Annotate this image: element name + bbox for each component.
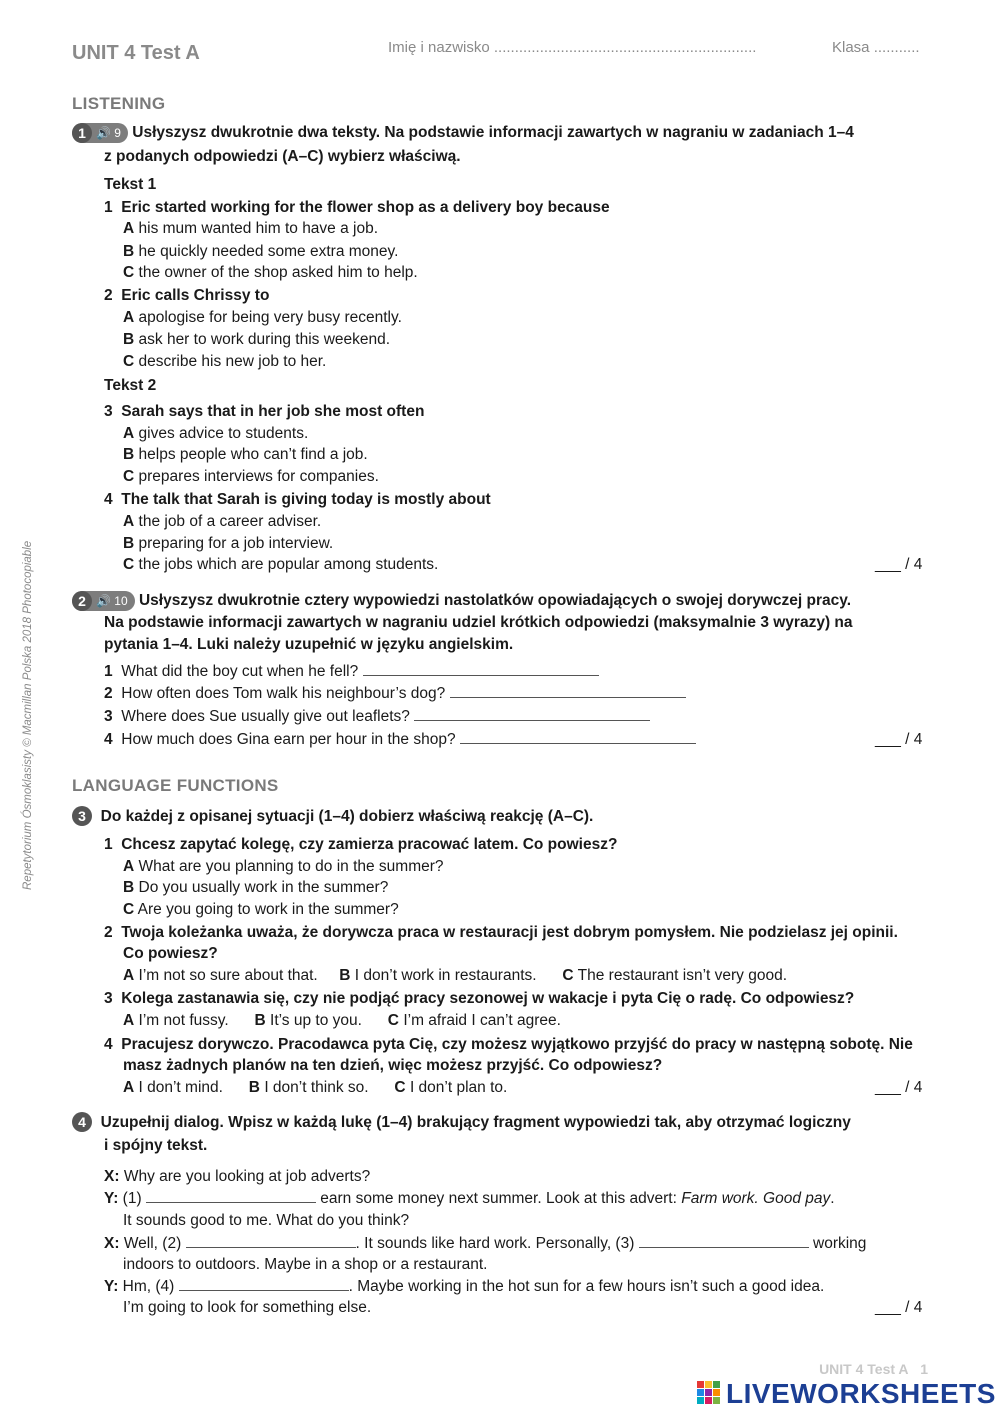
name-field: Imię i nazwisko ............................................................... — [388, 39, 757, 56]
liveworksheets-logo[interactable]: LIVEWORKSHEETS — [726, 1378, 996, 1409]
task2-q3: 3 Where does Sue usually give out leaflets? — [104, 706, 650, 728]
task3-q2-l2: Co powiesz? — [123, 945, 218, 962]
page-title: UNIT 4 Test A — [72, 42, 200, 64]
task3-q3-option-b[interactable]: B It’s up to you. — [254, 1012, 362, 1029]
task2-q4: 4 How much does Gina earn per hour in the shop? — [104, 729, 696, 751]
dialog-gap-2[interactable] — [186, 1233, 356, 1248]
task2-score: ___ / 4 — [875, 731, 923, 748]
task3-q3-option-a[interactable]: A I’m not fussy. — [123, 1012, 229, 1029]
footer-unit-text: UNIT 4 Test A — [819, 1361, 909, 1377]
task3-q2-option-c[interactable]: C The restaurant isn’t very good. — [562, 967, 788, 984]
task1-q3-option-c[interactable]: C prepares interviews for companies. — [123, 468, 379, 485]
task4-number: 4 — [72, 1112, 92, 1132]
task1-q4-option-c[interactable]: C the jobs which are popular among students. — [123, 556, 439, 573]
dialog-x2: X: Well, (2) . It sounds like hard work. Personally, (3) working — [104, 1235, 867, 1252]
task2-instruction-l2: Na podstawie informacji zawartych w nagraniu udziel krótkich odpowiedzi (maksymalnie 3 wyrazy) na — [104, 614, 853, 631]
dialog-gap-1[interactable] — [146, 1188, 316, 1203]
task1-badge — [72, 123, 128, 143]
task1-q1-option-b[interactable]: B he quickly needed some extra money. — [123, 243, 399, 260]
task3-q4-option-c[interactable]: C I don’t plan to. — [394, 1079, 508, 1096]
section-listening: LISTENING — [72, 94, 166, 113]
task2-q2: 2 How often does Tom walk his neighbour’s dog? — [104, 683, 686, 705]
task3-q4-option-a[interactable]: A I don’t mind. — [123, 1079, 223, 1096]
task2-audio-track: 10 — [114, 593, 128, 608]
task1-audio-track: 9 — [114, 125, 121, 140]
task3-score: ___ / 4 — [875, 1079, 923, 1096]
task1-score: ___ / 4 — [875, 556, 923, 573]
task3-q4-options — [123, 1077, 507, 1099]
task2-q2-answer[interactable] — [450, 683, 686, 698]
task3-q2-option-b[interactable]: B I don’t work in restaurants. — [339, 967, 537, 984]
task4-instruction-l1: Uzupełnij dialog. Wpisz w każdą lukę (1–4) brakujący fragment wypowiedzi tak, aby otrzymać logiczny — [100, 1114, 851, 1131]
task4-instruction — [72, 1112, 952, 1134]
speaker-icon: 🔊 — [96, 593, 111, 608]
task3-q1: 1 Chcesz zapytać kolegę, czy zamierza pracować latem. Co powiesz? — [104, 836, 618, 853]
task4-score: ___ / 4 — [875, 1299, 923, 1316]
liveworksheets-logo-icon — [697, 1381, 721, 1405]
task3-q3-options — [123, 1010, 561, 1032]
task4-instruction-l2: i spójny tekst. — [104, 1137, 208, 1154]
task1-q2-option-c[interactable]: C describe his new job to her. — [123, 353, 327, 370]
task1-q3-option-a[interactable]: A gives advice to students. — [123, 425, 309, 442]
dialog-y2-l2: I’m going to look for something else. — [123, 1299, 372, 1316]
dialog-x2-l2: indoors to outdoors. Maybe in a shop or a restaurant. — [123, 1256, 488, 1273]
task1-q4-option-a[interactable]: A the job of a career adviser. — [123, 513, 322, 530]
task1-q3-option-b[interactable]: B helps people who can’t find a job. — [123, 446, 368, 463]
dialog-y2: Y: Hm, (4) . Maybe working in the hot sun for a few hours isn’t such a good idea. — [104, 1278, 825, 1295]
task1-number: 1 — [72, 123, 92, 143]
task3-q3: 3 Kolega zastanawia się, czy nie podjąć pracy sezonowej w wakacje i pyta Cię o radę. Co odpowiesz? — [104, 990, 855, 1007]
dialog-x1: X: Why are you looking at job adverts? — [104, 1168, 371, 1185]
task2-q1: 1 What did the boy cut when he fell? — [104, 661, 599, 683]
task3-q1-option-b[interactable]: B Do you usually work in the summer? — [123, 879, 389, 896]
task1-q3: 3 Sarah says that in her job she most often — [104, 403, 425, 420]
task3-q2-option-a[interactable]: A I’m not so sure about that. — [123, 967, 318, 984]
copyright-side-text: Repetytorium Ósmoklasisty © Macmillan Polska 2018 Photocopiable — [22, 540, 34, 890]
task1-audio — [92, 122, 128, 144]
task3-q2-l1: 2 Twoja koleżanka uważa, że dorywcza praca w restauracji jest dobrym pomysłem. Nie podzielasz jej opinii. — [104, 924, 898, 941]
task2-q1-answer[interactable] — [363, 661, 599, 676]
dialog-y1-l2: It sounds good to me. What do you think? — [123, 1212, 410, 1229]
task2-instruction-l3: pytania 1–4. Luki należy uzupełnić w języku angielskim. — [104, 636, 514, 653]
footer-page-number: 1 — [920, 1361, 928, 1377]
dialog-gap-3[interactable] — [639, 1233, 809, 1248]
dialog-gap-4[interactable] — [179, 1276, 349, 1291]
task3-q4-l2: masz żadnych planów na ten dzień, więc możesz przyjść. Co odpowiesz? — [123, 1057, 663, 1074]
task3-q1-option-a[interactable]: A What are you planning to do in the summer? — [123, 858, 444, 875]
task2-q4-answer[interactable] — [460, 729, 696, 744]
task1-q4: 4 The talk that Sarah is giving today is mostly about — [104, 491, 491, 508]
task1-instruction-l1: Usłyszysz dwukrotnie dwa teksty. Na podstawie informacji zawartych w nagraniu w zadaniach 1–4 — [132, 124, 854, 141]
task1-q2: 2 Eric calls Chrissy to — [104, 287, 270, 304]
task3-instruction — [72, 806, 952, 828]
class-field: Klasa ........... — [832, 39, 920, 56]
task2-q3-answer[interactable] — [414, 706, 650, 721]
task1-q1-option-a[interactable]: A his mum wanted him to have a job. — [123, 220, 379, 237]
task3-q2-options — [123, 965, 787, 987]
task3-instruction-text: Do każdej z opisanej sytuacji (1–4) dobierz właściwą reakcję (A–C). — [100, 808, 594, 825]
speaker-icon: 🔊 — [96, 125, 111, 140]
footer-unit — [819, 1361, 928, 1377]
task3-q1-option-c[interactable]: C Are you going to work in the summer? — [123, 901, 399, 918]
task1-q1: 1 Eric started working for the flower shop as a delivery boy because — [104, 199, 610, 216]
task3-q4-option-b[interactable]: B I don’t think so. — [248, 1079, 369, 1096]
dialog-y1: Y: (1) earn some money next summer. Look at this advert: Farm work. Good pay. — [104, 1190, 835, 1207]
task2-instruction-l1: Usłyszysz dwukrotnie cztery wypowiedzi nastolatków opowiadających o swojej dorywczej pracy. — [138, 592, 852, 609]
task3-number: 3 — [72, 806, 92, 826]
task1-q2-option-a[interactable]: A apologise for being very busy recently. — [123, 309, 402, 326]
task2-number: 2 — [72, 591, 92, 611]
task3-q3-option-c[interactable]: C I’m afraid I can’t agree. — [387, 1012, 561, 1029]
task1-text2-label: Tekst 2 — [104, 377, 157, 394]
section-language-functions: LANGUAGE FUNCTIONS — [72, 776, 279, 795]
task1-instruction-l2: z podanych odpowiedzi (A–C) wybierz właściwą. — [104, 148, 461, 165]
task2-instruction — [72, 590, 952, 612]
task1-instruction — [72, 122, 952, 144]
task1-q2-option-b[interactable]: B ask her to work during this weekend. — [123, 331, 391, 348]
task1-text1-label: Tekst 1 — [104, 176, 157, 193]
task2-audio — [92, 590, 135, 612]
task1-q1-option-c[interactable]: C the owner of the shop asked him to help. — [123, 264, 418, 281]
task1-q4-option-b[interactable]: B preparing for a job interview. — [123, 535, 334, 552]
task2-badge — [72, 591, 135, 611]
task3-q4-l1: 4 Pracujesz dorywczo. Pracodawca pyta Cię, czy możesz wyjątkowo przyjść do pracy w następną sobotę. Nie — [104, 1036, 913, 1053]
